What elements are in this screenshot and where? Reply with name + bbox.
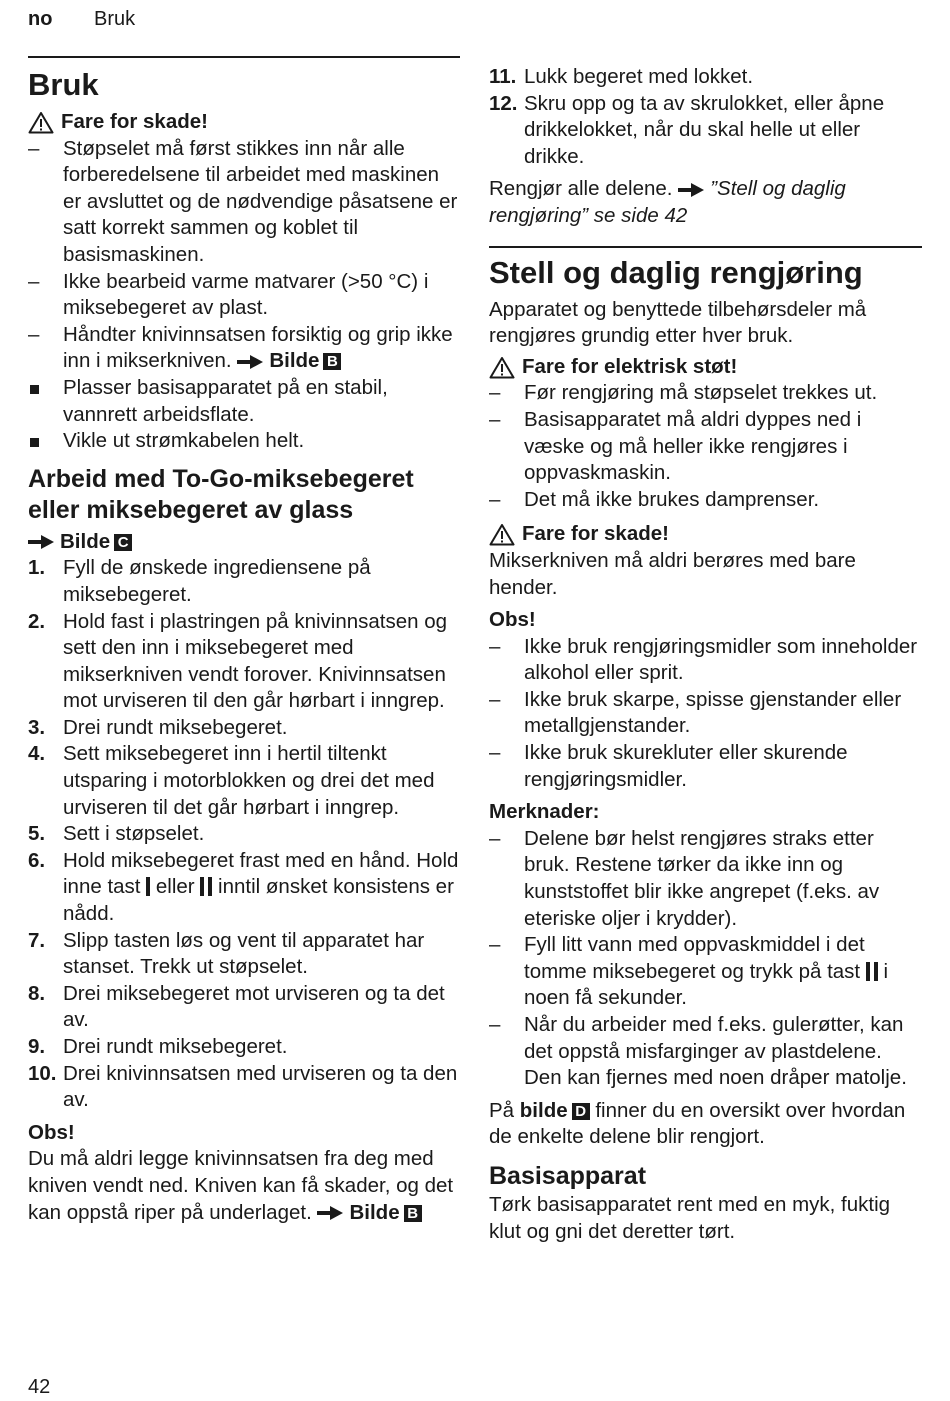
section-rule xyxy=(28,56,460,58)
page-header xyxy=(28,6,135,33)
figure-letter-badge: B xyxy=(404,1205,422,1222)
warning-list xyxy=(28,136,460,375)
section-rule xyxy=(489,246,922,248)
section-title-bruk: Bruk xyxy=(28,67,99,102)
intro-paragraph: Apparatet og benyttede tilbehørsdeler må rengjøres grundig etter hver bruk. xyxy=(489,297,867,348)
figure-letter-badge: D xyxy=(572,1103,590,1120)
figure-reference: Bilde B xyxy=(237,349,341,372)
square-bullet-icon xyxy=(30,385,39,394)
warning-heading xyxy=(489,521,922,548)
speed-2-icon xyxy=(866,962,878,981)
notes-label: Merknader: xyxy=(489,800,600,824)
step-item: 7. Slipp tasten løs og vent til apparatet har stanset. Trekk ut støpselet. xyxy=(28,928,425,979)
clean-reference-paragraph: Rengjør alle delene. ”Stell og daglig rengjøring” se side 42 xyxy=(489,177,846,227)
warning-heading xyxy=(489,354,922,381)
arrow-right-icon xyxy=(28,535,54,549)
warning-label: Fare for elektrisk støt! xyxy=(522,354,738,378)
figure-letter-badge: C xyxy=(114,534,132,551)
section-name: Bruk xyxy=(94,8,136,30)
section-title-stell: Stell og daglig rengjøring xyxy=(489,254,863,290)
subsection-title-basisapparat: Basisapparat xyxy=(489,1161,647,1190)
overview-paragraph: På bilde D finner du en oversikt over hvordan de enkelte delene blir rengjort. xyxy=(489,1098,906,1149)
notes-list xyxy=(489,826,922,1092)
list-item: – Ikke bruk skarpe, spisse gjenstander eller metallgjenstander. xyxy=(489,687,902,738)
list-item: – Ikke bruk rengjøringsmidler som inneholder alkohol eller sprit. xyxy=(489,634,918,685)
left-column xyxy=(28,56,460,1226)
list-item: – Ikke bearbeid varme matvarer (>50 °C) i miksebegeret av plast. xyxy=(28,269,429,320)
list-item: – Før rengjøring må støpselet trekkes ut. xyxy=(489,381,878,405)
list-item: – Delene bør helst rengjøres straks etter bruk. Restene tørker da ikke inn og kunststoffet blir ikke angrepet (f.eks. av eteriske oljer i krydder). xyxy=(489,826,880,930)
list-item: Vikle ut strømkabelen helt. xyxy=(28,428,460,455)
list-item: – Fyll litt vann med oppvaskmiddel i det tomme miksebegeret og trykk på tast i noen få sekunder. xyxy=(489,933,889,1010)
steps-list xyxy=(28,555,460,1113)
list-item: – Ikke bruk skurekluter eller skurende rengjøringsmidler. xyxy=(489,741,848,791)
arrow-right-icon xyxy=(237,355,263,369)
language-code: no xyxy=(28,8,53,30)
figure-letter-badge: B xyxy=(323,353,341,370)
instruction-list xyxy=(28,375,460,455)
warning-paragraph: Mikserkniven må aldri berøres med bare hender. xyxy=(489,548,856,599)
obs-paragraph: Du må aldri legge knivinnsatsen fra deg med kniven vendt ned. Kniven kan få skader, og det kan oppstå riper på underlaget. Bilde B xyxy=(28,1147,454,1224)
step-item: 1. Fyll de ønskede ingrediensene på miksebegeret. xyxy=(28,556,371,606)
steps-list-continued xyxy=(489,64,922,170)
warning-triangle-icon xyxy=(28,111,54,134)
list-item: – Støpselet må først stikkes inn når alle forberedelsene til arbeidet med maskinen er avsluttet og de nødvendige påsatsene er satt korrekt sammen og koblet til basismaskinen. xyxy=(28,136,458,266)
warning-label: Fare for skade! xyxy=(522,522,669,546)
square-bullet-icon xyxy=(30,438,39,447)
obs-label: Obs! xyxy=(489,608,536,632)
figure-reference: Bilde B xyxy=(317,1201,421,1224)
arrow-right-icon xyxy=(317,1206,343,1220)
step-item: 12. Skru opp og ta av skrulokket, eller åpne drikkelokket, når du skal helle ut eller drikke. xyxy=(489,91,885,168)
step-item: 8. Drei miksebegeret mot urviseren og ta det av. xyxy=(28,981,445,1032)
obs-label: Obs! xyxy=(28,1120,75,1144)
list-item: – Håndter knivinnsatsen forsiktig og grip ikke inn i mikserkniven. Bilde B xyxy=(28,322,453,373)
step-item: 10. Drei knivinnsatsen med urviseren og ta den av. xyxy=(28,1061,458,1112)
step-item: 6. Hold miksebegeret frast med en hånd. Hold inne tast eller inntil ønsket konsistens er nådd. xyxy=(28,848,459,926)
basis-paragraph: Tørk basisapparatet rent med en myk, fuktig klut og gni det deretter tørt. xyxy=(489,1192,891,1243)
right-column xyxy=(489,64,922,1245)
list-item: – Det må ikke brukes damprenser. xyxy=(489,487,820,511)
list-item: Plasser basisapparatet på en stabil, vannrett arbeidsflate. xyxy=(28,375,460,428)
warning-list xyxy=(489,380,922,513)
list-item: – Basisapparatet må aldri dyppes ned i væske og må heller ikke rengjøres i oppvaskmaskin. xyxy=(489,407,862,485)
step-item: 5. Sett i støpselet. xyxy=(28,822,205,846)
warning-heading xyxy=(28,109,460,136)
cross-reference-link: ”Stell og daglig rengjøring” se side 42 xyxy=(489,177,846,227)
figure-reference: Bilde C xyxy=(28,529,460,556)
warning-triangle-icon xyxy=(489,356,515,379)
obs-list xyxy=(489,634,922,794)
warning-triangle-icon xyxy=(489,523,515,546)
subsection-title-arbeid: Arbeid med To-Go-miksebegeret eller miksebegeret av glass xyxy=(28,464,414,524)
page-number: 42 xyxy=(28,1376,51,1398)
speed-2-icon xyxy=(200,877,212,896)
list-item: – Når du arbeider med f.eks. gulerøtter, kan det oppstå misfarginger av plastdelene. Den kan fjernes med noen dråper matolje. xyxy=(489,1013,907,1090)
step-item: 9. Drei rundt miksebegeret. xyxy=(28,1035,288,1058)
warning-label: Fare for skade! xyxy=(61,110,208,133)
step-item: 11. Lukk begeret med lokket. xyxy=(489,65,754,88)
step-item: 3. Drei rundt miksebegeret. xyxy=(28,715,288,739)
arrow-right-icon xyxy=(678,183,704,197)
step-item: 4. Sett miksebegeret inn i hertil tiltenkt utsparing i motorblokken og drei det med urviseren til det går hørbart i inngrep. xyxy=(28,742,435,819)
step-item: 2. Hold fast i plastringen på knivinnsatsen og sett den inn i miksebegeret med mikserkniven vendt forover. Knivinnsatsen mot urviseren til den går hørbart i inngrep. xyxy=(28,609,448,713)
